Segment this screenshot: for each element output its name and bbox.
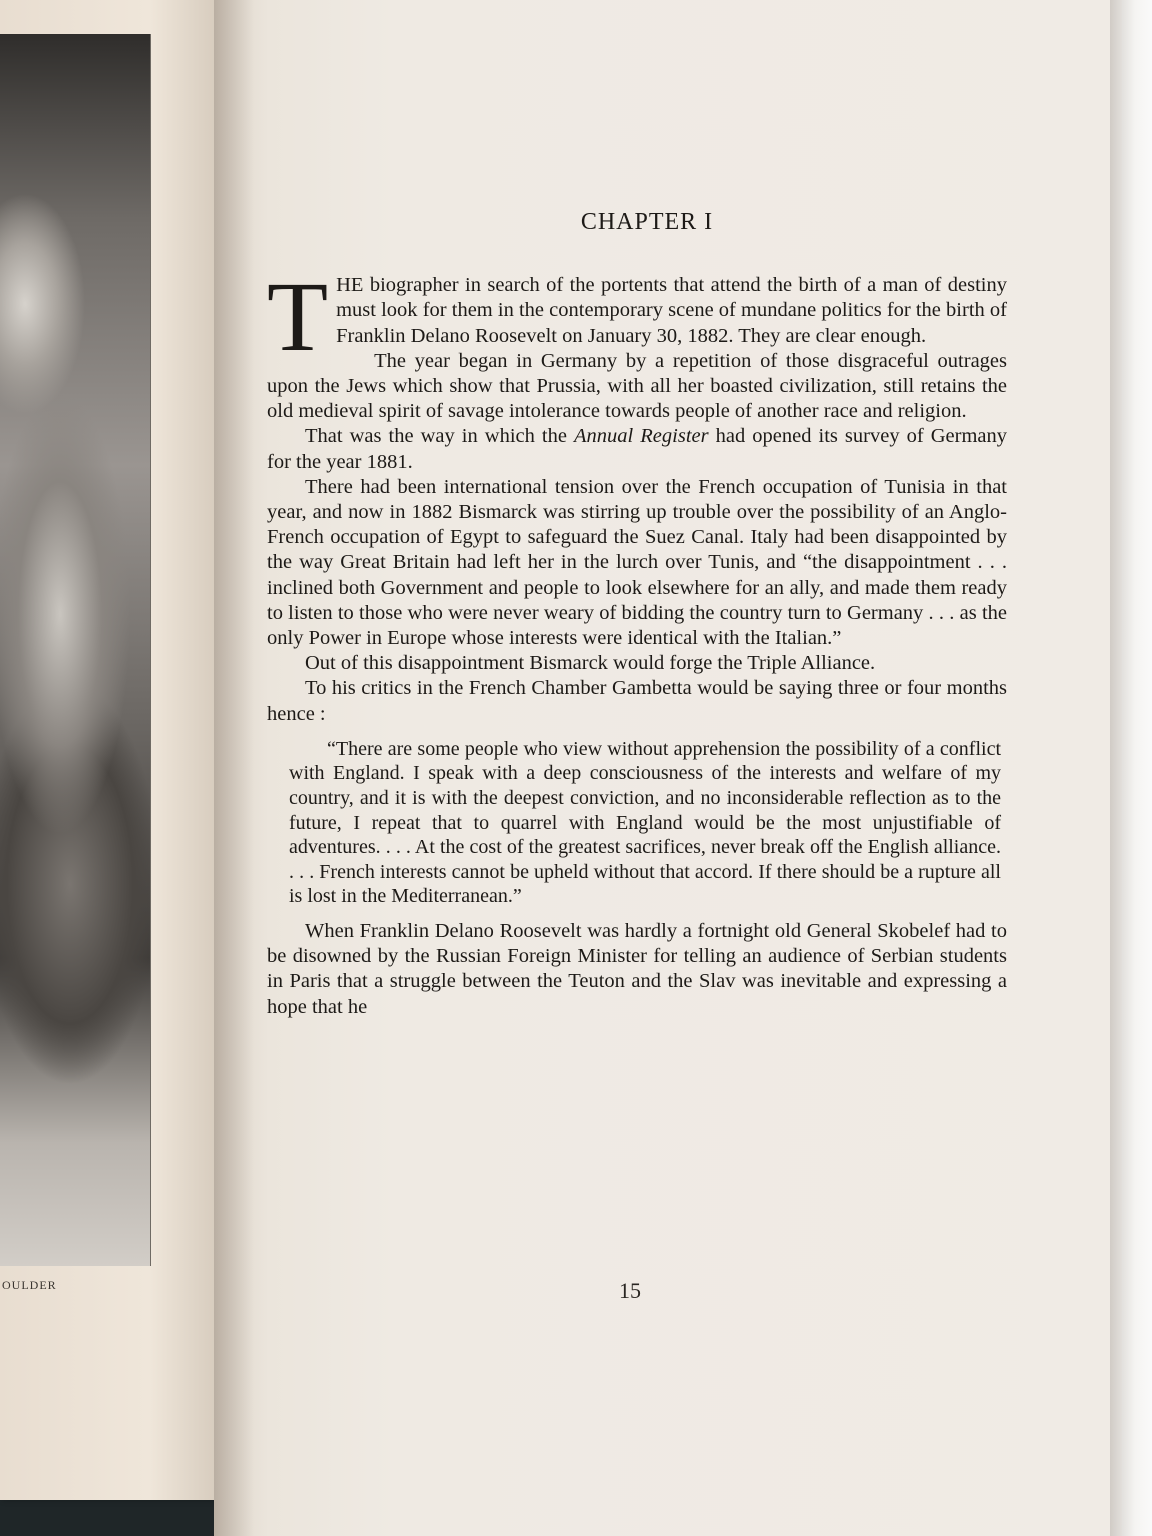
chapter-title: CHAPTER I [580, 209, 714, 235]
photo-caption: OULDER [2, 1278, 57, 1292]
page-edge-shadow [1110, 0, 1152, 1536]
gutter-shadow [214, 0, 254, 1536]
paragraph-annual-register [267, 424, 1007, 474]
paragraph-gambetta: To his critics in the French Chamber Gambetta would be saying three or four months hence : [267, 677, 1007, 725]
paragraph-skobelef: When Franklin Delano Roosevelt was hardly a fortnight old General Skobelef had to be disowned by the Russian Foreign Minister for telling an audience of Serbian students in Paris that a struggle between the Teuton and the Slav was inevitable and expressing a hope that he [267, 920, 1007, 1018]
quote-text: “There are some people who view without apprehension the possibility of a conflict with England. I speak with a deep consciousness of the interests and welfare of my country, and it is with the deepest conviction, and no inconsiderable reflection as to the future, I repeat that to quarrel with England would be the most unjustifiable of adventures. . . . At the cost of the greatest sacrifices, never break off the English alliance. . . . French interests cannot be upheld without that accord. If there should be a rupture all is lost in the Mediterranean.” [289, 737, 1001, 908]
annual-register-title: Annual Register [574, 425, 709, 448]
annual-register-before: That was the way in which the [305, 425, 575, 448]
paragraph-germany: The year began in Germany by a repetition of those disgraceful outrages upon the Jews which show that Prussia, with all her boasted civilization, still retains the old medieval spirit of savage intolerance towards people of another race and religion. [267, 349, 1007, 423]
annual-register-after: had opened its survey of Germany for the year 1881. [267, 425, 1007, 473]
block-quote [289, 737, 1001, 909]
drop-cap: T [267, 261, 329, 373]
opening-paragraph [267, 261, 1007, 373]
paragraph-tunisia: There had been international tension over the French occupation of Tunisia in that year, and now in 1882 Bismarck was stirring up trouble over the possibility of an Anglo-French occupation of Egypt to safeguard the Suez Canal. Italy had been disappointed by the way Great Britain had left her in the lurch over Tunis, and “the disappointment . . . inclined both Government and people to look elsewhere for an ally, and made them ready to listen to those who were never weary of bidding the country turn to Germany . . . as the only Power in Europe whose interests were identical with the Italian.” [267, 475, 1007, 650]
frontispiece-photo [0, 34, 151, 1266]
opening-text: HE biographer in search of the portents that attend the birth of a man of destiny must look for them in the contemporary scene of mundane politics for the birth of Franklin Delano Roosevelt on January 30, 1882. They are clear enough. [336, 274, 1007, 347]
paragraph-triple-alliance: Out of this disappointment Bismarck would forge the Triple Alliance. [305, 652, 876, 675]
page-text [267, 210, 1007, 1020]
page-number: 15 [619, 1278, 641, 1303]
left-page [0, 0, 214, 1500]
